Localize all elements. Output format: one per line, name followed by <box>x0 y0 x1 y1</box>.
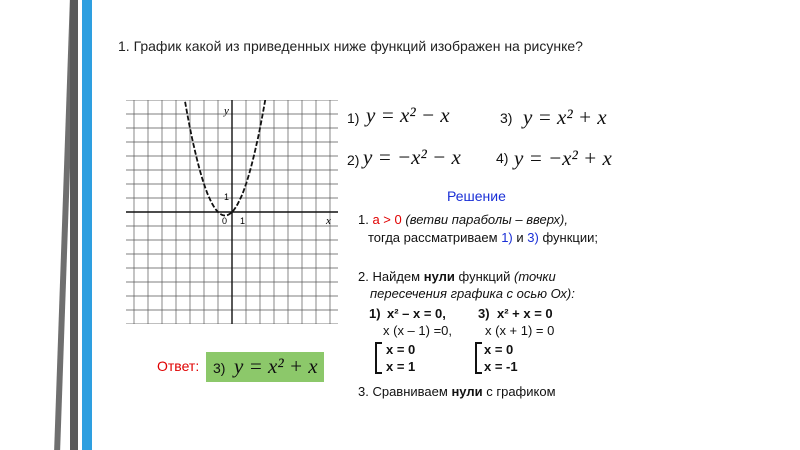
tick-y-label: 1 <box>224 192 230 202</box>
step2-right-eq: x² + x = 0 <box>497 306 553 321</box>
tick-x-label: 1 <box>240 216 246 226</box>
step3-c: с графиком <box>486 384 556 399</box>
answer-formula: y = x² + x <box>234 354 318 378</box>
step3-zeros: нули <box>451 384 483 399</box>
parabola-graph <box>126 100 338 324</box>
solution-step2-line1 <box>358 268 556 285</box>
option-3-num: 3) <box>500 110 513 126</box>
step2-left-r1: x = 0 <box>386 342 416 357</box>
origin-label: 0 <box>222 216 228 226</box>
solution-title: Решение <box>447 188 506 204</box>
step1-and: и <box>516 230 524 245</box>
step1-parens: (ветви параболы – вверх), <box>405 212 568 227</box>
step2-right-label: 3) <box>478 306 490 321</box>
decor-stripe-blue <box>82 0 92 450</box>
step2-right-fact: x (x + 1) = 0 <box>485 323 555 338</box>
option-3-formula: y = x² + x <box>523 105 607 129</box>
solution-step3 <box>358 383 556 400</box>
option-2-formula: y = −x² − x <box>363 145 461 169</box>
decor-stripe-darkgray <box>70 0 78 450</box>
answer-num: 3) <box>213 360 226 376</box>
question-text: 1. График какой из приведенных ниже функций изображен на рисунке? <box>118 38 583 54</box>
step2-d: (точки <box>514 269 556 284</box>
step1-opt3: 3) <box>527 230 539 245</box>
answer-label: Ответ: <box>157 358 200 374</box>
step2-left-bracket <box>375 342 382 374</box>
option-2-num: 2) <box>347 152 360 168</box>
step2-left-label: 1) <box>369 306 381 321</box>
option-4-num: 4) <box>496 150 509 166</box>
step2-right-r2: x = -1 <box>484 359 518 374</box>
step3-a: 3. Сравниваем <box>358 384 448 399</box>
step1-num: 1. <box>358 212 369 227</box>
option-1-num: 1) <box>347 110 360 126</box>
solution-step2-line2: пересечения графика с осью Ох): <box>370 286 575 301</box>
x-axis-label: x <box>326 215 331 227</box>
step2-c: функций <box>458 269 511 284</box>
step1-opt1: 1) <box>501 230 513 245</box>
solution-step1-line2 <box>368 229 598 246</box>
step1-condition: a > 0 <box>372 212 402 227</box>
option-1-formula: y = x² − x <box>366 103 450 127</box>
y-axis-label: y <box>224 105 229 117</box>
step2-right-r1: x = 0 <box>484 342 514 357</box>
solution-step1-line1 <box>358 211 568 228</box>
step2-left-r2: x = 1 <box>386 359 416 374</box>
step2-left-fact: x (x – 1) =0, <box>383 323 452 338</box>
step2-left-eq: x² – x = 0, <box>387 306 446 321</box>
step2-a: 2. Найдем <box>358 269 421 284</box>
option-4-formula: y = −x² + x <box>514 146 612 170</box>
step1-suffix: функции; <box>542 230 598 245</box>
step1-line2-prefix: тогда рассматриваем <box>368 230 498 245</box>
step2-right-bracket <box>475 342 482 374</box>
step2-zeros: нули <box>423 269 455 284</box>
